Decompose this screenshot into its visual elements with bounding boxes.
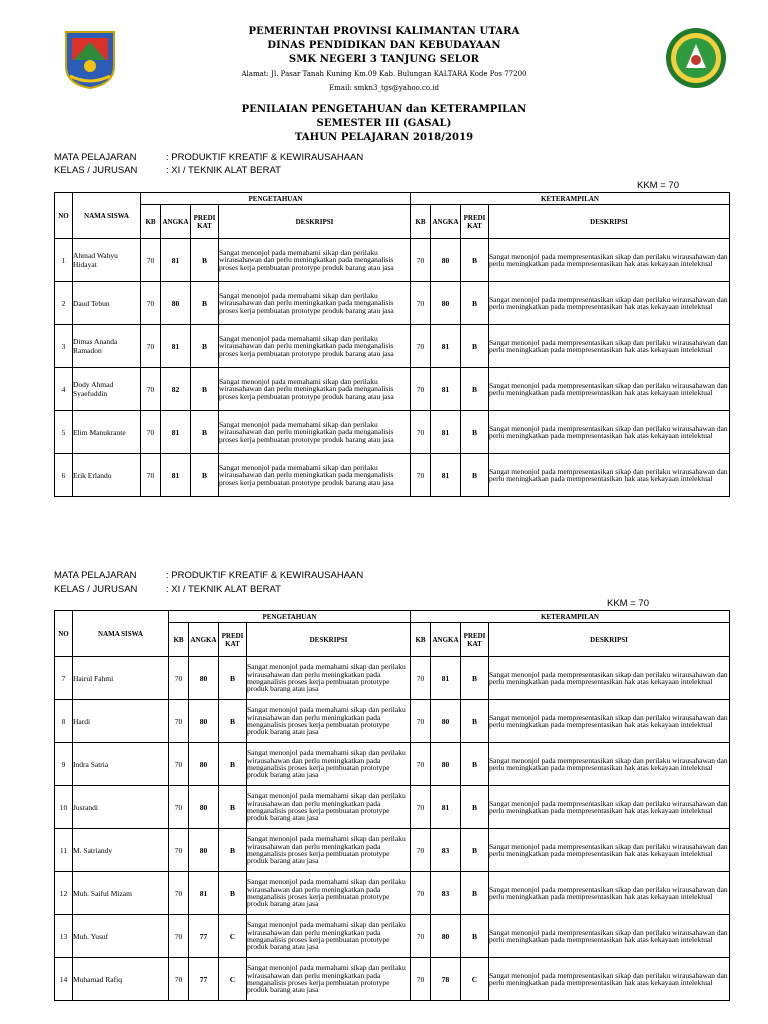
table-row xyxy=(55,282,730,325)
skill-predicate: B xyxy=(461,786,489,829)
header-name: NAMA SISWA xyxy=(73,611,169,657)
table-row xyxy=(55,700,730,743)
student-name: Dody Ahmad Syaefuddin xyxy=(73,368,141,411)
row-number: 11 xyxy=(55,829,73,872)
knowledge-score: 80 xyxy=(189,829,219,872)
skill-kb: 70 xyxy=(411,872,431,915)
knowledge-predicate: B xyxy=(219,786,247,829)
knowledge-kb: 70 xyxy=(169,829,189,872)
knowledge-predicate: B xyxy=(191,282,219,325)
skill-description: Sangat menonjol pada mempresentasikan sikap dan perilaku wirausahawan dan perlu meningkatkan pada mempresentasikan hak atas kekayaan intelektual xyxy=(489,743,730,786)
row-number: 6 xyxy=(55,454,73,497)
student-name: Erik Erlando xyxy=(73,454,141,497)
skill-predicate: B xyxy=(461,700,489,743)
knowledge-score: 80 xyxy=(189,743,219,786)
knowledge-description: Sangat menonjol pada memahami sikap dan perilaku wirausahawan dan perlu meningkatkan pada menganalisis proses kerja pembuatan prototype produk barang atau jasa xyxy=(247,829,411,872)
skill-score: 81 xyxy=(431,454,461,497)
skill-kb: 70 xyxy=(411,454,431,497)
student-name: Hairul Fahmi xyxy=(73,657,169,700)
table-row xyxy=(55,786,730,829)
table-row xyxy=(55,454,730,497)
school-email: Email: smkn3_tgs@yahoo.co.id xyxy=(329,84,439,92)
gov-title: PEMERINTAH PROVINSI KALIMANTAN UTARA xyxy=(248,26,520,37)
knowledge-kb: 70 xyxy=(169,872,189,915)
skill-description: Sangat menonjol pada mempresentasikan sikap dan perilaku wirausahawan dan perlu meningkatkan pada mempresentasikan hak atas kekayaan intelektual xyxy=(489,958,730,1001)
skill-predicate: B xyxy=(461,411,489,454)
skill-score: 83 xyxy=(431,829,461,872)
table-row xyxy=(55,915,730,958)
knowledge-predicate: B xyxy=(191,368,219,411)
grades-table xyxy=(54,192,730,497)
knowledge-description: Sangat menonjol pada memahami sikap dan perilaku wirausahawan dan perlu meningkatkan pada menganalisis proses kerja pembuatan prototype produk barang atau jasa xyxy=(247,700,411,743)
class-label: KELAS / JURUSAN xyxy=(54,165,138,176)
skill-description: Sangat menonjol pada mempresentasikan sikap dan perilaku wirausahawan dan perlu meningkatkan pada mempresentasikan hak atas kekayaan intelektual xyxy=(489,368,730,411)
skill-description: Sangat menonjol pada mempresentasikan sikap dan perilaku wirausahawan dan perlu meningkatkan pada mempresentasikan hak atas kekayaan intelektual xyxy=(489,829,730,872)
knowledge-description: Sangat menonjol pada memahami sikap dan perilaku wirausahawan dan perlu meningkatkan pada menganalisis proses kerja pembuatan prototype produk barang atau jasa xyxy=(219,282,411,325)
class-value: : XI / TEKNIK ALAT BERAT xyxy=(166,165,281,176)
knowledge-predicate: B xyxy=(191,325,219,368)
knowledge-description: Sangat menonjol pada memahami sikap dan perilaku wirausahawan dan perlu meningkatkan pada menganalisis proses kerja pembuatan prototype produk barang atau jasa xyxy=(247,872,411,915)
subject-row xyxy=(54,570,363,581)
skill-kb: 70 xyxy=(411,282,431,325)
knowledge-predicate: B xyxy=(219,743,247,786)
row-number: 8 xyxy=(55,700,73,743)
skill-predicate: B xyxy=(461,282,489,325)
row-number: 3 xyxy=(55,325,73,368)
header-name: NAMA SISWA xyxy=(73,193,141,239)
header-description: DESKRIPSI xyxy=(489,205,730,239)
knowledge-predicate: B xyxy=(219,829,247,872)
subject-row xyxy=(54,152,363,163)
skill-description: Sangat menonjol pada mempresentasikan sikap dan perilaku wirausahawan dan perlu meningkatkan pada mempresentasikan hak atas kekayaan intelektual xyxy=(489,411,730,454)
header-kb: KB xyxy=(141,205,161,239)
class-value: : XI / TEKNIK ALAT BERAT xyxy=(166,584,281,595)
class-label: KELAS / JURUSAN xyxy=(54,584,138,595)
knowledge-score: 80 xyxy=(189,786,219,829)
skill-score: 81 xyxy=(431,325,461,368)
skill-kb: 70 xyxy=(411,368,431,411)
table-row xyxy=(55,872,730,915)
header-kb: KB xyxy=(169,623,189,657)
skill-score: 80 xyxy=(431,282,461,325)
knowledge-description: Sangat menonjol pada memahami sikap dan perilaku wirausahawan dan perlu meningkatkan pada menganalisis proses kerja pembuatan prototype produk barang atau jasa xyxy=(219,239,411,282)
knowledge-score: 77 xyxy=(189,958,219,1001)
student-name: Jusrandi xyxy=(73,786,169,829)
header-predicate: PREDI KAT xyxy=(461,205,489,239)
skill-predicate: B xyxy=(461,325,489,368)
kkm-label: KKM = 70 xyxy=(607,598,649,609)
skill-description: Sangat menonjol pada mempresentasikan sikap dan perilaku wirausahawan dan perlu meningkatkan pada mempresentasikan hak atas kekayaan intelektual xyxy=(489,657,730,700)
kkm-label: KKM = 70 xyxy=(637,180,679,191)
skill-predicate: B xyxy=(461,915,489,958)
knowledge-predicate: B xyxy=(191,454,219,497)
skill-kb: 70 xyxy=(411,743,431,786)
knowledge-predicate: C xyxy=(219,958,247,1001)
knowledge-description: Sangat menonjol pada memahami sikap dan perilaku wirausahawan dan perlu meningkatkan pada menganalisis proses kerja pembuatan prototype produk barang atau jasa xyxy=(247,743,411,786)
knowledge-score: 82 xyxy=(161,368,191,411)
skill-predicate: B xyxy=(461,454,489,497)
grades-table xyxy=(54,610,730,1001)
skill-kb: 70 xyxy=(411,915,431,958)
table-row xyxy=(55,239,730,282)
student-name: Muhamad Rafiq xyxy=(73,958,169,1001)
header-score: ANGKA xyxy=(161,205,191,239)
knowledge-kb: 70 xyxy=(169,700,189,743)
row-number: 5 xyxy=(55,411,73,454)
table-row xyxy=(55,325,730,368)
skill-score: 78 xyxy=(431,958,461,1001)
knowledge-predicate: C xyxy=(219,915,247,958)
header-description: DESKRIPSI xyxy=(247,623,411,657)
skill-predicate: B xyxy=(461,872,489,915)
skill-description: Sangat menonjol pada mempresentasikan sikap dan perilaku wirausahawan dan perlu meningkatkan pada mempresentasikan hak atas kekayaan intelektual xyxy=(489,915,730,958)
header-score: ANGKA xyxy=(431,205,461,239)
skill-predicate: B xyxy=(461,743,489,786)
skill-predicate: B xyxy=(461,829,489,872)
header-description: DESKRIPSI xyxy=(219,205,411,239)
header-score: ANGKA xyxy=(431,623,461,657)
skill-description: Sangat menonjol pada mempresentasikan sikap dan perilaku wirausahawan dan perlu meningkatkan pada mempresentasikan hak atas kekayaan intelektual xyxy=(489,325,730,368)
row-number: 12 xyxy=(55,872,73,915)
knowledge-kb: 70 xyxy=(169,958,189,1001)
knowledge-description: Sangat menonjol pada memahami sikap dan perilaku wirausahawan dan perlu meningkatkan pada menganalisis proses kerja pembuatan prototype produk barang atau jasa xyxy=(219,368,411,411)
knowledge-kb: 70 xyxy=(169,657,189,700)
header-skill: KETERAMPILAN xyxy=(411,611,730,623)
header-skill: KETERAMPILAN xyxy=(411,193,730,205)
school-year-title: TAHUN PELAJARAN 2018/2019 xyxy=(294,132,474,143)
knowledge-description: Sangat menonjol pada memahami sikap dan perilaku wirausahawan dan perlu meningkatkan pada menganalisis proses kerja pembuatan prototype produk barang atau jasa xyxy=(247,958,411,1001)
skill-kb: 70 xyxy=(411,325,431,368)
school-name: SMK NEGERI 3 TANJUNG SELOR xyxy=(288,54,480,65)
row-number: 14 xyxy=(55,958,73,1001)
student-name: M. Satriandy xyxy=(73,829,169,872)
header-knowledge: PENGETAHUAN xyxy=(141,193,411,205)
student-name: Dimas Ananda Ramadon xyxy=(73,325,141,368)
knowledge-score: 80 xyxy=(161,282,191,325)
table-row xyxy=(55,411,730,454)
skill-predicate: B xyxy=(461,239,489,282)
knowledge-kb: 70 xyxy=(141,454,161,497)
semester-title: SEMESTER III (GASAL) xyxy=(316,118,452,129)
knowledge-description: Sangat menonjol pada memahami sikap dan perilaku wirausahawan dan perlu meningkatkan pada menganalisis proses kerja pembuatan prototype produk barang atau jasa xyxy=(219,454,411,497)
row-number: 2 xyxy=(55,282,73,325)
header-kb: KB xyxy=(411,205,431,239)
subject-label: MATA PELAJARAN xyxy=(54,570,137,581)
report-title: PENILAIAN PENGETAHUAN dan KETERAMPILAN xyxy=(241,104,527,115)
student-name: Daud Tebun xyxy=(73,282,141,325)
class-row xyxy=(54,584,281,595)
student-name: Muh. Saiful Mizam xyxy=(73,872,169,915)
skill-description: Sangat menonjol pada mempresentasikan sikap dan perilaku wirausahawan dan perlu meningkatkan pada mempresentasikan hak atas kekayaan intelektual xyxy=(489,454,730,497)
skill-description: Sangat menonjol pada mempresentasikan sikap dan perilaku wirausahawan dan perlu meningkatkan pada mempresentasikan hak atas kekayaan intelektual xyxy=(489,282,730,325)
table-row xyxy=(55,657,730,700)
row-number: 9 xyxy=(55,743,73,786)
skill-score: 81 xyxy=(431,368,461,411)
skill-kb: 70 xyxy=(411,239,431,282)
subject-label: MATA PELAJARAN xyxy=(54,152,137,163)
subject-value: : PRODUKTIF KREATIF & KEWIRAUSAHAAN xyxy=(166,570,364,581)
knowledge-predicate: B xyxy=(219,872,247,915)
knowledge-kb: 70 xyxy=(141,282,161,325)
skill-score: 80 xyxy=(431,239,461,282)
knowledge-kb: 70 xyxy=(169,786,189,829)
knowledge-predicate: B xyxy=(191,411,219,454)
header-no: NO xyxy=(55,611,73,657)
knowledge-score: 80 xyxy=(189,700,219,743)
knowledge-predicate: B xyxy=(219,657,247,700)
knowledge-score: 80 xyxy=(189,657,219,700)
subject-value: : PRODUKTIF KREATIF & KEWIRAUSAHAAN xyxy=(166,152,364,163)
header-knowledge: PENGETAHUAN xyxy=(169,611,411,623)
knowledge-kb: 70 xyxy=(141,368,161,411)
row-number: 13 xyxy=(55,915,73,958)
skill-score: 83 xyxy=(431,872,461,915)
knowledge-description: Sangat menonjol pada memahami sikap dan perilaku wirausahawan dan perlu meningkatkan pada menganalisis proses kerja pembuatan prototype produk barang atau jasa xyxy=(247,786,411,829)
skill-description: Sangat menonjol pada mempresentasikan sikap dan perilaku wirausahawan dan perlu meningkatkan pada mempresentasikan hak atas kekayaan intelektual xyxy=(489,872,730,915)
skill-score: 80 xyxy=(431,700,461,743)
knowledge-score: 81 xyxy=(189,872,219,915)
skill-kb: 70 xyxy=(411,700,431,743)
row-number: 1 xyxy=(55,239,73,282)
knowledge-kb: 70 xyxy=(141,239,161,282)
knowledge-description: Sangat menonjol pada memahami sikap dan perilaku wirausahawan dan perlu meningkatkan pada menganalisis proses kerja pembuatan prototype produk barang atau jasa xyxy=(219,411,411,454)
department-title: DINAS PENDIDIKAN DAN KEBUDAYAAN xyxy=(267,40,501,51)
skill-kb: 70 xyxy=(411,829,431,872)
skill-kb: 70 xyxy=(411,657,431,700)
row-number: 4 xyxy=(55,368,73,411)
header-predicate: PREDI KAT xyxy=(219,623,247,657)
knowledge-score: 81 xyxy=(161,411,191,454)
student-name: Hardi xyxy=(73,700,169,743)
knowledge-kb: 70 xyxy=(141,411,161,454)
knowledge-predicate: B xyxy=(219,700,247,743)
header-kb: KB xyxy=(411,623,431,657)
skill-predicate: B xyxy=(461,368,489,411)
header-description: DESKRIPSI xyxy=(489,623,730,657)
skill-predicate: B xyxy=(461,657,489,700)
student-name: Indra Satria xyxy=(73,743,169,786)
knowledge-description: Sangat menonjol pada memahami sikap dan perilaku wirausahawan dan perlu meningkatkan pada menganalisis proses kerja pembuatan prototype produk barang atau jasa xyxy=(247,915,411,958)
knowledge-score: 81 xyxy=(161,325,191,368)
knowledge-kb: 70 xyxy=(141,325,161,368)
skill-predicate: C xyxy=(461,958,489,1001)
header-predicate: PREDI KAT xyxy=(191,205,219,239)
skill-score: 81 xyxy=(431,786,461,829)
header-score: ANGKA xyxy=(189,623,219,657)
knowledge-predicate: B xyxy=(191,239,219,282)
table-row xyxy=(55,829,730,872)
school-address: Alamat: Jl. Pasar Tanah Kuning Km.09 Kab. Bulungan KALTARA Kode Pos 77200 xyxy=(241,70,527,78)
skill-score: 80 xyxy=(431,915,461,958)
header-no: NO xyxy=(55,193,73,239)
student-name: Ahmad Wahyu Hidayat xyxy=(73,239,141,282)
skill-score: 81 xyxy=(431,657,461,700)
knowledge-kb: 70 xyxy=(169,915,189,958)
table-row xyxy=(55,743,730,786)
knowledge-score: 77 xyxy=(189,915,219,958)
knowledge-score: 81 xyxy=(161,454,191,497)
skill-kb: 70 xyxy=(411,958,431,1001)
skill-kb: 70 xyxy=(411,411,431,454)
knowledge-description: Sangat menonjol pada memahami sikap dan perilaku wirausahawan dan perlu meningkatkan pada menganalisis proses kerja pembuatan prototype produk barang atau jasa xyxy=(219,325,411,368)
class-row xyxy=(54,165,281,176)
skill-description: Sangat menonjol pada mempresentasikan sikap dan perilaku wirausahawan dan perlu meningkatkan pada mempresentasikan hak atas kekayaan intelektual xyxy=(489,700,730,743)
student-name: Muh. Yusuf xyxy=(73,915,169,958)
skill-kb: 70 xyxy=(411,786,431,829)
knowledge-score: 81 xyxy=(161,239,191,282)
header-predicate: PREDI KAT xyxy=(461,623,489,657)
student-name: Elim Manukrante xyxy=(73,411,141,454)
knowledge-description: Sangat menonjol pada memahami sikap dan perilaku wirausahawan dan perlu meningkatkan pada menganalisis proses kerja pembuatan prototype produk barang atau jasa xyxy=(247,657,411,700)
skill-score: 80 xyxy=(431,743,461,786)
skill-description: Sangat menonjol pada mempresentasikan sikap dan perilaku wirausahawan dan perlu meningkatkan pada mempresentasikan hak atas kekayaan intelektual xyxy=(489,786,730,829)
knowledge-kb: 70 xyxy=(169,743,189,786)
table-row xyxy=(55,368,730,411)
row-number: 7 xyxy=(55,657,73,700)
row-number: 10 xyxy=(55,786,73,829)
skill-description: Sangat menonjol pada mempresentasikan sikap dan perilaku wirausahawan dan perlu meningkatkan pada mempresentasikan hak atas kekayaan intelektual xyxy=(489,239,730,282)
table-row xyxy=(55,958,730,1001)
skill-score: 81 xyxy=(431,411,461,454)
